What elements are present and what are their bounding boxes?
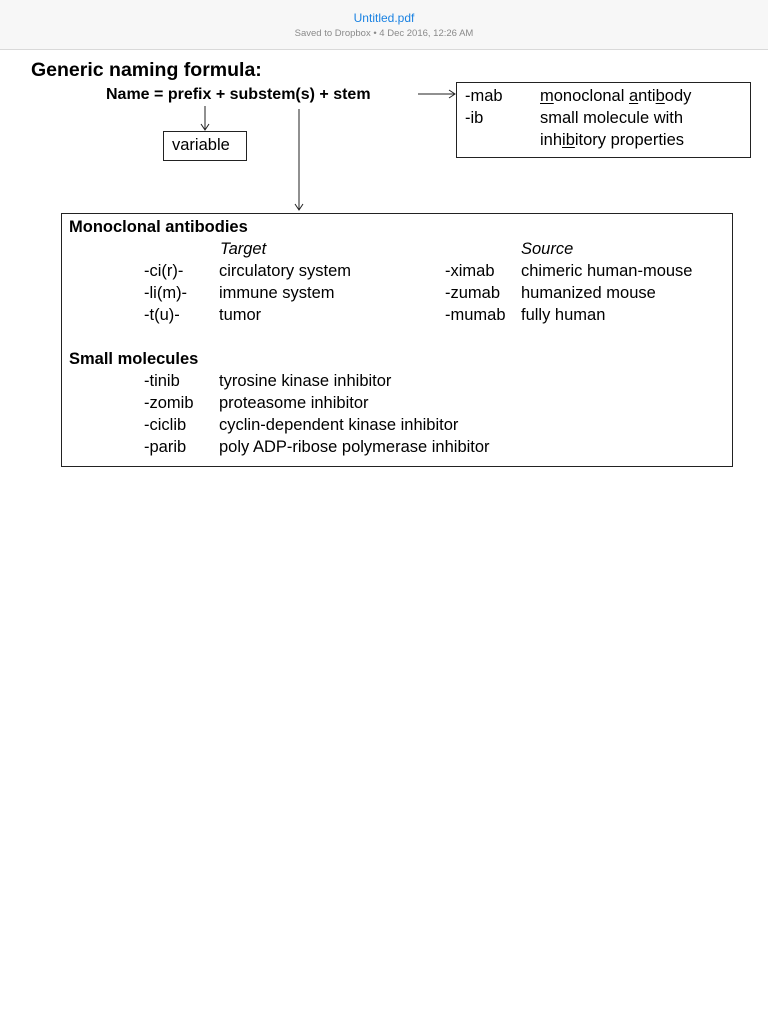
meaning-segment: a bbox=[628, 87, 639, 105]
viewer-header bbox=[0, 0, 768, 50]
stem-mab: -mab bbox=[465, 87, 503, 105]
sm-stem: -ciclib bbox=[144, 416, 187, 434]
stem-mab-meaning bbox=[540, 87, 691, 106]
pdf-page bbox=[0, 51, 768, 1024]
target-substem: -ci(r)- bbox=[144, 262, 184, 280]
meaning-segment: small molecule with bbox=[540, 109, 684, 127]
save-status: Saved to Dropbox • 4 Dec 2016, 12:26 AM bbox=[294, 28, 474, 39]
arrow-down-long-icon bbox=[292, 109, 306, 213]
target-meaning: tumor bbox=[219, 306, 262, 324]
target-substem: -li(m)- bbox=[144, 284, 188, 302]
sm-meaning: poly ADP-ribose polymerase inhibitor bbox=[219, 438, 490, 456]
stem-ib-meaning bbox=[540, 109, 683, 128]
sm-stem: -tinib bbox=[144, 372, 180, 390]
doc-heading: Generic naming formula: bbox=[31, 59, 262, 81]
source-stem: -ximab bbox=[445, 262, 495, 280]
sm-stem: -parib bbox=[144, 438, 187, 456]
meaning-segment: ody bbox=[664, 87, 692, 105]
source-stem: -zumab bbox=[445, 284, 501, 302]
meaning-segment: itory properties bbox=[574, 131, 685, 149]
source-meaning: humanized mouse bbox=[521, 284, 656, 302]
source-meaning: fully human bbox=[521, 306, 606, 324]
sm-section-title: Small molecules bbox=[69, 350, 199, 368]
stem-ib-meaning-cont bbox=[540, 131, 684, 150]
source-meaning: chimeric human-mouse bbox=[521, 262, 693, 280]
meaning-segment: m bbox=[540, 87, 554, 105]
source-header: Source bbox=[521, 240, 574, 258]
variable-label: variable bbox=[172, 136, 230, 154]
variable-box bbox=[163, 131, 247, 161]
mab-section-title: Monoclonal antibodies bbox=[69, 218, 248, 236]
stem-box bbox=[456, 82, 751, 158]
target-substem: -t(u)- bbox=[144, 306, 180, 324]
meaning-segment: ib bbox=[562, 131, 575, 149]
meaning-segment: onoclonal bbox=[553, 87, 629, 105]
sm-meaning: tyrosine kinase inhibitor bbox=[219, 372, 392, 390]
target-meaning: circulatory system bbox=[219, 262, 352, 280]
meaning-segment: b bbox=[655, 87, 665, 105]
naming-formula: Name = prefix + substem(s) + stem bbox=[106, 86, 371, 103]
source-stem: -mumab bbox=[445, 306, 506, 324]
sm-meaning: proteasome inhibitor bbox=[219, 394, 369, 412]
sm-meaning: cyclin-dependent kinase inhibitor bbox=[219, 416, 459, 434]
target-meaning: immune system bbox=[219, 284, 335, 302]
arrow-right-icon bbox=[418, 87, 458, 101]
file-name-title[interactable]: Untitled.pdf bbox=[353, 11, 415, 25]
meaning-segment: nti bbox=[638, 87, 656, 105]
substem-table bbox=[61, 213, 733, 467]
stem-ib: -ib bbox=[465, 109, 484, 127]
sm-stem: -zomib bbox=[144, 394, 194, 412]
target-header: Target bbox=[220, 240, 267, 258]
meaning-segment: inh bbox=[540, 131, 563, 149]
arrow-down-icon bbox=[198, 106, 212, 132]
